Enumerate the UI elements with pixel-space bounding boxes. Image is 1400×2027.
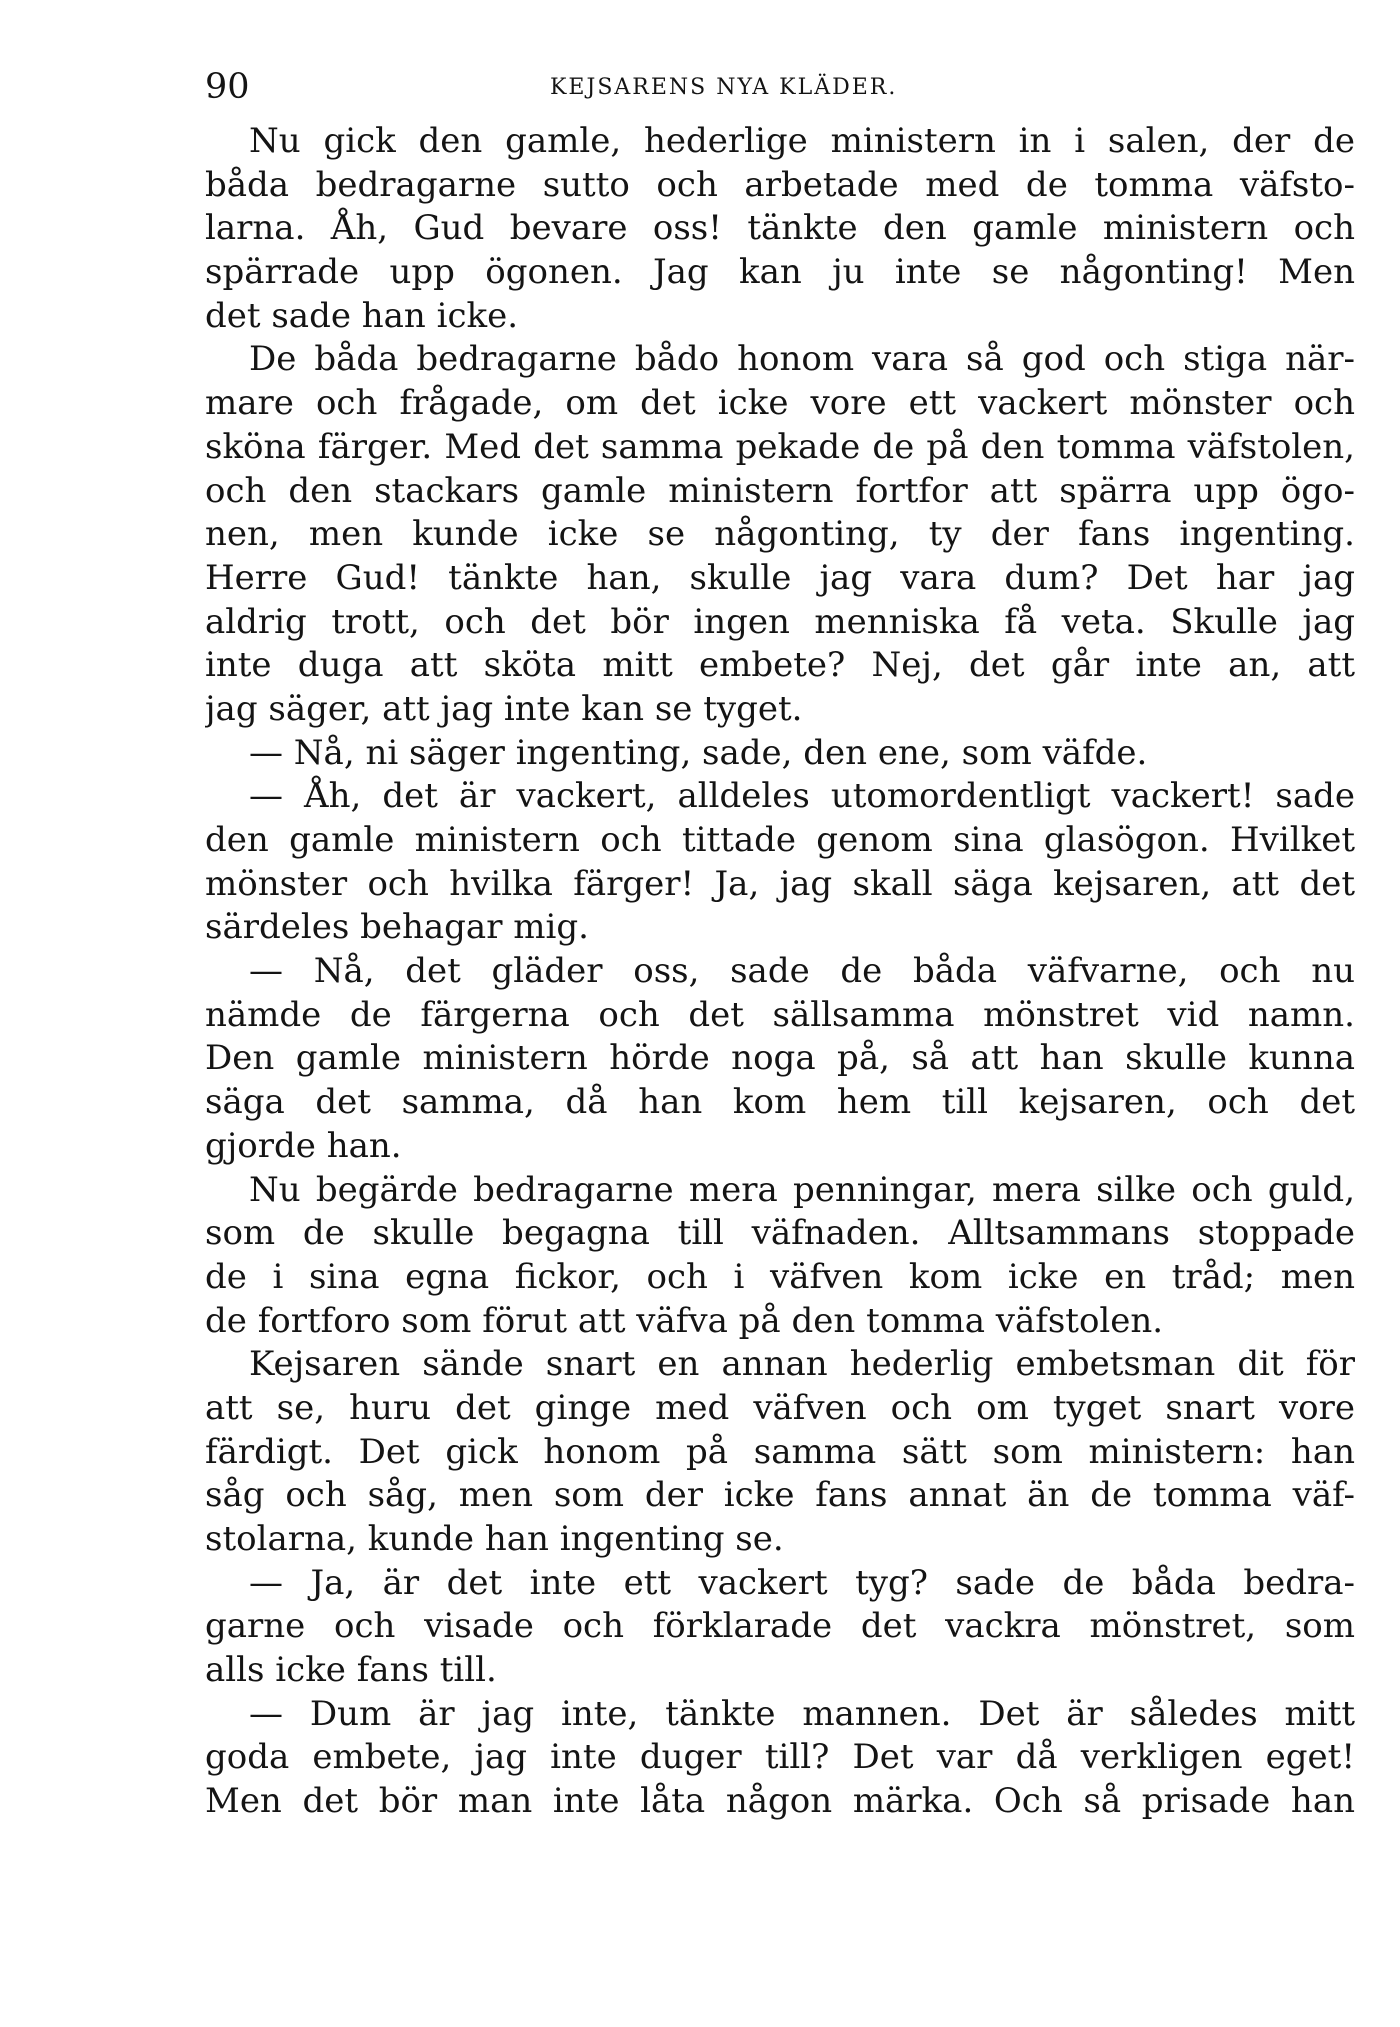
text-line: — Åh, det är vackert, alldeles utomordentligt vackert! sade <box>249 776 1355 817</box>
text-line: — Nå, ni säger ingenting, sade, den ene, som väfde. <box>249 732 1148 773</box>
text-line: garne och visade och förklarade det vackra mönstret, som <box>205 1606 1355 1647</box>
text-line: — Ja, är det inte ett vackert tyg? sade de båda bedra- <box>249 1562 1355 1603</box>
text-line: Nu gick den gamle, hederlige ministern in i salen, der de <box>249 121 1355 161</box>
text-line: nen, men kunde icke se någonting, ty der fans ingenting. <box>205 514 1355 555</box>
running-title: KEJSARENS NYA KLÄDER. <box>550 75 898 100</box>
text-line: inte duga att sköta mitt embete? Nej, det går inte an, att <box>205 645 1355 686</box>
text-line: och den stackars gamle ministern fortfor att spärra upp ögo- <box>205 470 1355 511</box>
text-line: — Dum är jag inte, tänkte mannen. Det är således mitt <box>249 1693 1355 1734</box>
text-line: sköna färger. Med det samma pekade de på den tomma väfstolen, <box>205 426 1355 467</box>
text-line: båda bedragarne sutto och arbetade med de tomma väfsto- <box>205 164 1355 205</box>
text-line: jag säger, att jag inte kan se tyget. <box>205 688 803 729</box>
text-line: som de skulle begagna till väfnaden. Alltsammans stoppade <box>205 1213 1355 1254</box>
text-line: mönster och hvilka färger! Ja, jag skall säga kejsaren, att det <box>205 863 1355 904</box>
text-line: nämde de färgerna och det sällsamma mönstret vid namn. <box>205 994 1355 1035</box>
text-line: Den gamle ministern hörde noga på, så att han skulle kunna <box>205 1038 1355 1079</box>
text-line: den gamle ministern och tittade genom sina glasögon. Hvilket <box>205 820 1355 860</box>
text-line: goda embete, jag inte duger till? Det var då verkligen eget! <box>205 1737 1355 1778</box>
text-line: de fortforo som förut att väfva på den tomma väfstolen. <box>205 1300 1164 1341</box>
text-line: stolarna, kunde han ingenting se. <box>205 1519 784 1559</box>
text-line: Nu begärde bedragarne mera penningar, mera silke och guld, <box>249 1169 1355 1210</box>
text-line: att se, huru det ginge med väfven och om tyget snart vore <box>205 1387 1355 1428</box>
text-line: — Nå, det gläder oss, sade de båda väfvarne, och nu <box>249 951 1355 992</box>
text-line: alls icke fans till. <box>205 1650 497 1691</box>
text-line: det sade han icke. <box>205 295 519 336</box>
text-line: larna. Åh, Gud bevare oss! tänkte den gamle ministern och <box>205 208 1355 249</box>
text-line: aldrig trott, och det bör ingen menniska få veta. Skulle jag <box>205 601 1355 642</box>
text-body <box>205 120 1355 1824</box>
text-line: Kejsaren sände snart en annan hederlig embetsman dit för <box>249 1344 1355 1385</box>
running-head <box>205 62 1355 112</box>
page-number: 90 <box>205 67 250 107</box>
text-line: särdeles behagar mig. <box>205 907 589 948</box>
text-line: Herre Gud! tänkte han, skulle jag vara dum? Det har jag <box>205 557 1355 598</box>
text-line: spärrade upp ögonen. Jag kan ju inte se någonting! Men <box>205 252 1355 293</box>
text-line: gjorde han. <box>205 1125 402 1166</box>
text-line: färdigt. Det gick honom på samma sätt som ministern: han <box>205 1431 1355 1472</box>
text-line: de i sina egna fickor, och i väfven kom icke en tråd; men <box>205 1256 1355 1297</box>
text-line: Men det bör man inte låta någon märka. Och så prisade han <box>205 1781 1355 1822</box>
text-line: säga det samma, då han kom hem till kejsaren, och det <box>205 1082 1355 1123</box>
text-line: såg och såg, men som der icke fans annat än de tomma väf- <box>205 1475 1355 1516</box>
text-line: De båda bedragarne bådo honom vara så god och stiga när- <box>249 339 1355 380</box>
text-line: mare och frågade, om det icke vore ett vackert mönster och <box>205 383 1355 424</box>
